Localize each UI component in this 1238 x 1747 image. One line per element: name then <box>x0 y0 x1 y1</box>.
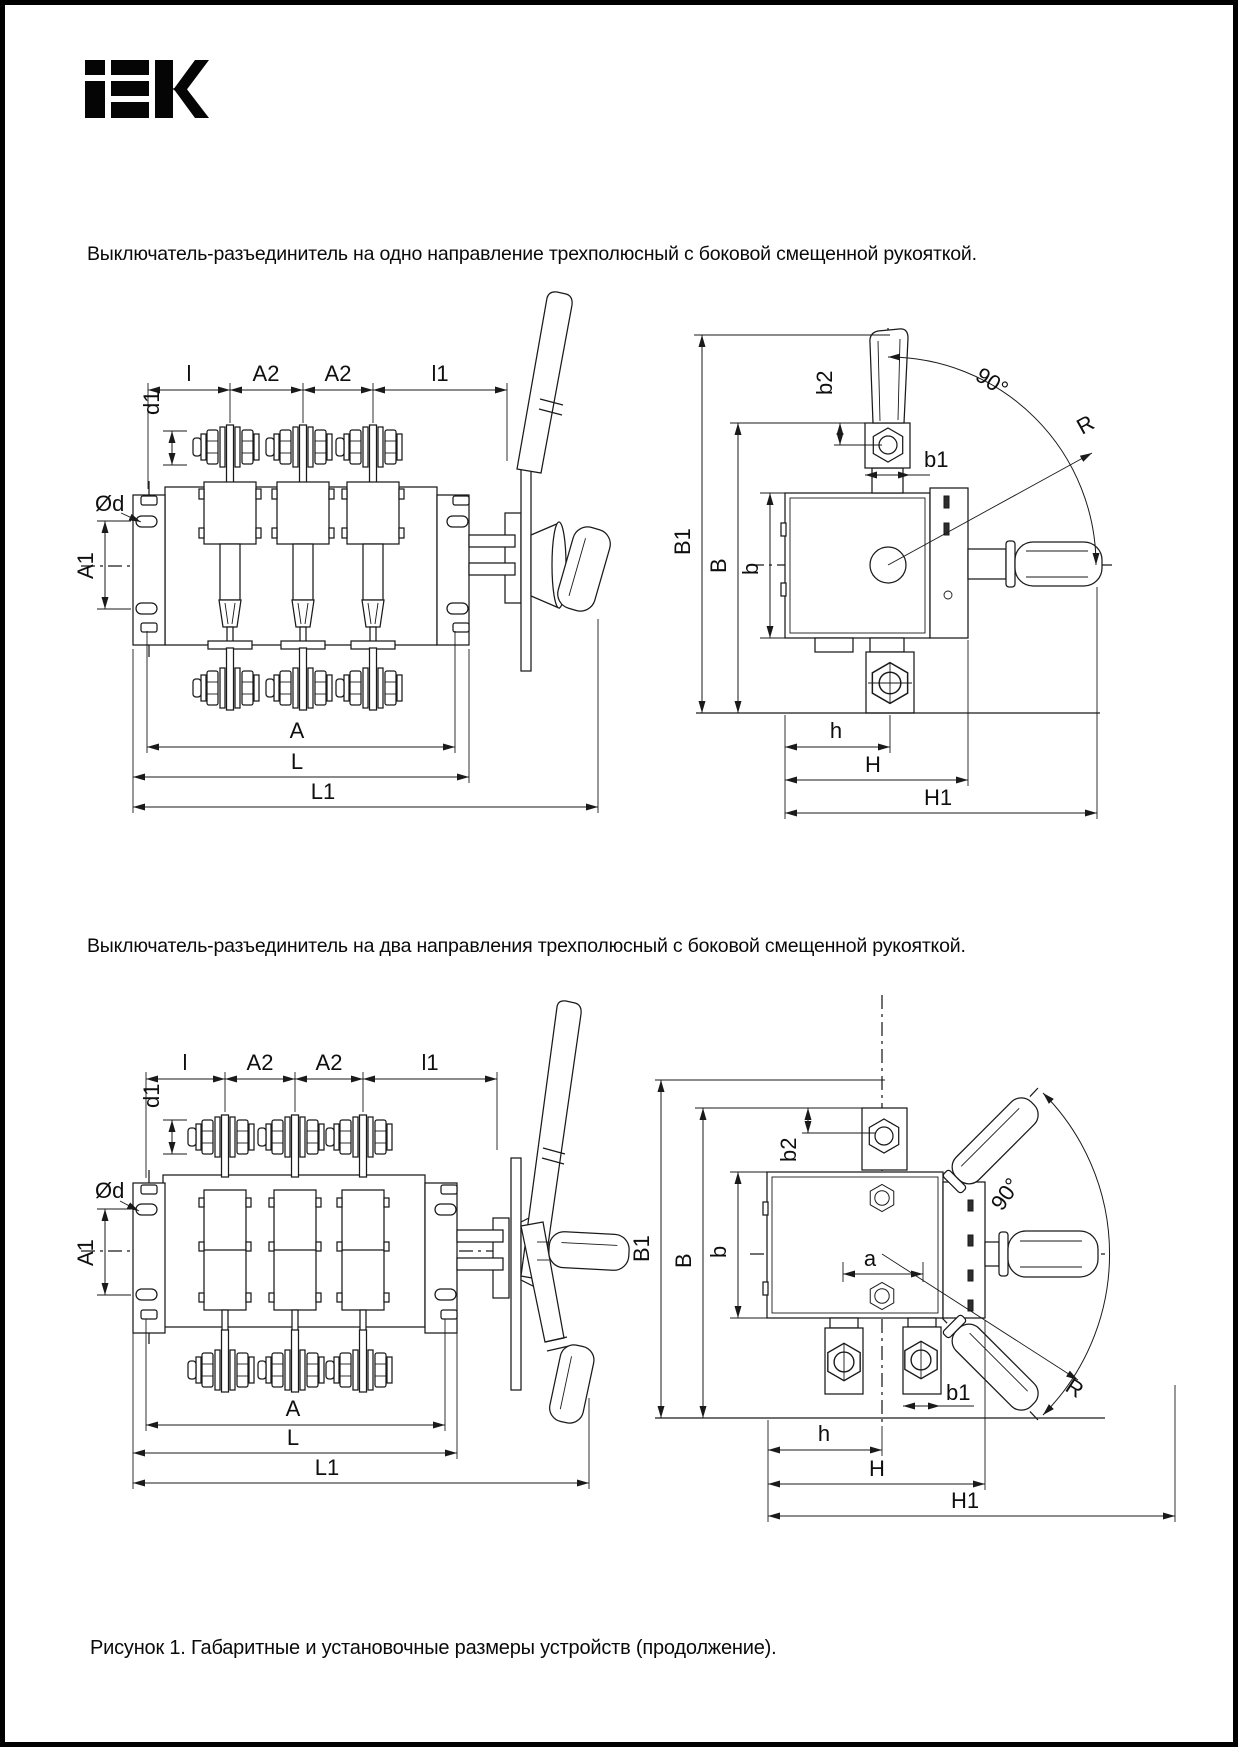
iek-logo <box>85 60 209 118</box>
dim-l1: l1 <box>431 361 449 386</box>
dim-a: a <box>863 1246 877 1271</box>
dim-l1: l1 <box>421 1050 439 1075</box>
dim-a2: A2 <box>252 361 280 386</box>
dim-H: H <box>869 1456 885 1481</box>
dim-angle: 90° <box>971 362 1013 402</box>
dim-h: h <box>817 1421 831 1446</box>
dim-B: B <box>671 1253 696 1268</box>
dim-b1: b1 <box>946 1380 971 1405</box>
dim-b2: b2 <box>812 370 837 395</box>
dim-A: A <box>285 1396 301 1421</box>
dim-a1: A1 <box>73 552 98 579</box>
fig2-side-view-drawing <box>630 990 1210 1535</box>
fig1-front-view-drawing <box>75 283 615 828</box>
fig2-front-body <box>133 1158 521 1390</box>
iek-logo-glyphs <box>85 60 209 118</box>
dim-H: H <box>865 752 881 777</box>
dim-B1: B1 <box>629 1235 654 1262</box>
figure-caption: Рисунок 1. Габаритные и установочные размеры устройств (продолжение). <box>90 1637 777 1659</box>
dim-diameter: Ød <box>95 1178 125 1203</box>
dim-H1: H1 <box>950 1488 980 1513</box>
dim-a2b: A2 <box>315 1050 343 1075</box>
dim-h: h <box>829 718 843 743</box>
dim-L: L <box>290 749 304 774</box>
dim-a1: A1 <box>73 1239 98 1266</box>
fig2-front-view-drawing <box>75 990 635 1510</box>
fig2-front-handles <box>521 1001 630 1426</box>
dim-b: b <box>738 562 763 575</box>
dim-radius: R <box>1072 409 1099 440</box>
dim-l: l <box>182 1050 188 1075</box>
dim-L1: L1 <box>310 779 336 804</box>
fig2-front-grip-right <box>548 1231 630 1271</box>
dim-L: L <box>286 1425 300 1450</box>
dim-angle: 90° <box>985 1173 1026 1215</box>
dim-L1: L1 <box>314 1455 340 1480</box>
dim-H1: H1 <box>923 785 953 810</box>
dim-radius: R <box>1061 1373 1089 1403</box>
fig1-front-handle <box>517 292 614 615</box>
dim-a2b: A2 <box>324 361 352 386</box>
dim-b1: b1 <box>924 447 949 472</box>
dim-b: b <box>706 1245 731 1258</box>
dim-a2: A2 <box>246 1050 274 1075</box>
dim-d1: d1 <box>139 390 164 415</box>
dim-A: A <box>289 718 305 743</box>
dim-d1: d1 <box>139 1083 164 1108</box>
section2-title: Выключатель-разъединитель на два направления трехполюсный с боковой смещенной рукояткой. <box>87 935 966 957</box>
dim-diameter: Ød <box>95 491 125 516</box>
dim-l: l <box>186 361 192 386</box>
section1-title: Выключатель-разъединитель на одно направление трехполюсный с боковой смещенной рукояткой. <box>87 243 977 265</box>
fig1-side-view-drawing <box>630 283 1190 828</box>
dim-B: B <box>706 558 731 573</box>
dim-B1: B1 <box>670 528 695 555</box>
dim-b2: b2 <box>776 1137 801 1162</box>
